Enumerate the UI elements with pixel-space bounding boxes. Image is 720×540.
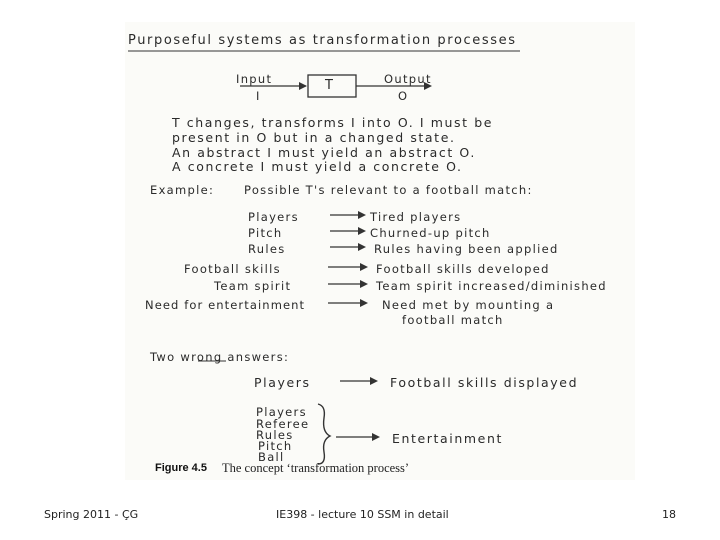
input-label: Input — [236, 72, 273, 86]
explanation-line-4: A concrete I must yield a concrete O. — [172, 159, 463, 174]
page-number: 18 — [662, 508, 676, 521]
figure-title: Purposeful systems as transformation processes — [128, 33, 517, 48]
wrong-input: Players — [254, 375, 311, 390]
wrong-input-list-item: Referee — [256, 417, 310, 431]
transformation-input: Team spirit — [214, 279, 292, 293]
wrong-arrowhead-1 — [370, 377, 378, 385]
transformation-input: Need for entertainment — [145, 298, 306, 312]
transformation-output-continued: football match — [402, 313, 504, 327]
transformation-output: Tired players — [370, 210, 462, 224]
example-heading: Possible T's relevant to a football match: — [244, 183, 533, 197]
transformation-output: Churned-up pitch — [370, 226, 491, 240]
transform-box-label: T — [325, 78, 335, 93]
arrowhead-6 — [360, 299, 368, 307]
explanation-line-2: present in O but in a changed state. — [172, 130, 456, 145]
output-label: Output — [384, 72, 432, 86]
example-label: Example: — [150, 183, 215, 197]
transformation-input: Rules — [248, 242, 286, 256]
transformation-output: Football skills developed — [376, 262, 550, 276]
input-symbol: I — [256, 89, 261, 103]
wrong-input-list-item: Players — [256, 405, 307, 419]
arrowhead-3 — [358, 243, 366, 251]
wrong-input-list-item: Ball — [258, 450, 285, 464]
transformation-output: Need met by mounting a — [382, 298, 555, 312]
brace — [318, 404, 330, 464]
wrong-heading: Two wrong answers: — [150, 350, 290, 364]
arrowhead-5 — [360, 280, 368, 288]
transformation-output: Rules having been applied — [374, 242, 559, 256]
input-arrowhead — [299, 82, 307, 90]
transformation-input: Football skills — [184, 262, 281, 276]
wrong-arrowhead-2 — [372, 433, 380, 441]
explanation-line-3: An abstract I must yield an abstract O. — [172, 145, 476, 160]
figure-caption: The concept ‘transformation process’ — [222, 461, 410, 475]
arrowhead-4 — [360, 263, 368, 271]
footer-course: IE398 - lecture 10 SSM in detail — [276, 508, 449, 521]
footer-date: Spring 2011 - ÇG — [44, 508, 139, 521]
wrong-output: Football skills displayed — [390, 375, 579, 390]
wrong-output: Entertainment — [392, 431, 503, 446]
output-symbol: O — [398, 89, 409, 103]
figure-number: Figure 4.5 — [155, 462, 207, 474]
explanation-line-1: T changes, transforms I into O. I must be — [172, 115, 494, 130]
wrong-input-list-item: Pitch — [258, 439, 293, 453]
transformation-output: Team spirit increased/diminished — [376, 279, 607, 293]
arrowhead-1 — [358, 211, 366, 219]
transformation-input: Pitch — [248, 226, 283, 240]
arrowhead-2 — [358, 227, 366, 235]
wrong-input-list-item: Rules — [256, 428, 294, 442]
transformation-input: Players — [248, 210, 299, 224]
